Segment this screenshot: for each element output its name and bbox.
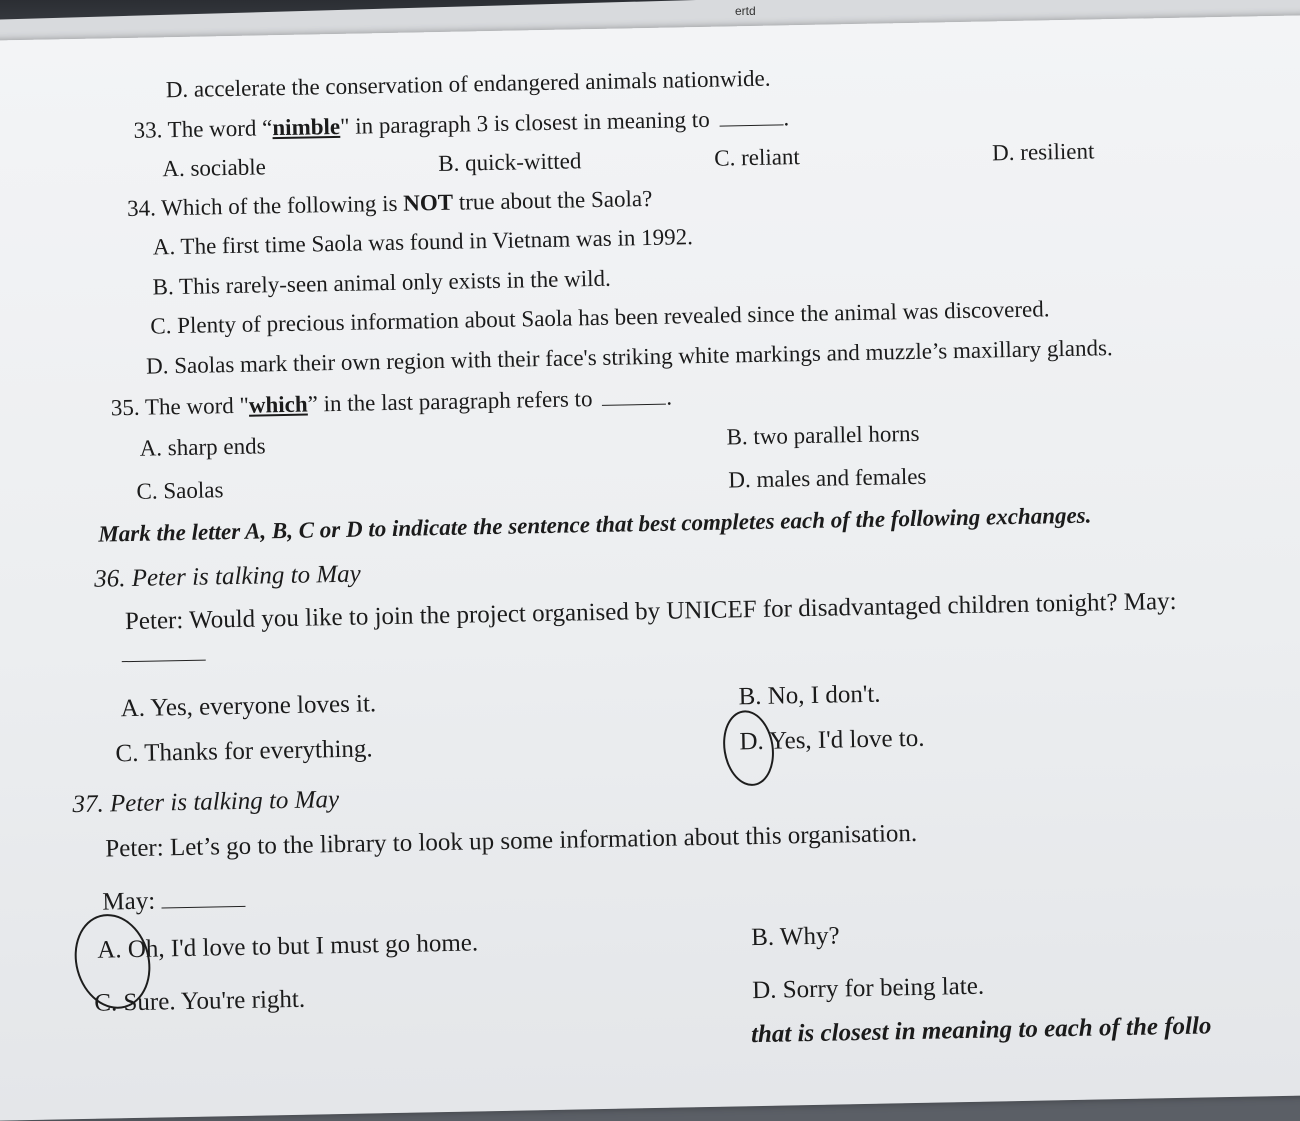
q37-may-label: May: (102, 887, 156, 916)
q34-prefix: 34. Which of the following is (126, 190, 404, 221)
q37-option-d: D. Sorry for being late. (751, 972, 985, 1005)
q35-option-a: A. sharp ends (139, 433, 266, 461)
q36-option-d: D. Yes, I'd love to. (739, 724, 925, 756)
q35-suffix: ” in the last paragraph refers to (307, 386, 593, 417)
q34-suffix: true about the Saola? (452, 185, 653, 215)
q36-option-c: C. Thanks for everything. (115, 735, 373, 768)
q35-option-c: C. Saolas (136, 477, 224, 504)
q35-option-d: D. males and females (728, 463, 927, 493)
q34-question (127, 186, 653, 222)
q34-option-d: D. Saolas mark their own region with their face's striking white markings and muzzle’s maxillary glands. (145, 335, 1113, 379)
q33-prefix: 33. The word “ (133, 115, 273, 143)
q37-may-line (102, 886, 246, 917)
q37-option-a: A. Oh, I'd love to but I must go home. (97, 929, 479, 964)
q33-option-a: A. sociable (162, 154, 267, 182)
worksheet-page (0, 15, 1300, 1121)
q35-word: which (248, 391, 308, 418)
q34-emph: NOT (402, 189, 454, 216)
q37-dialogue: Peter: Let’s go to the library to look up some information about this organisation. (105, 819, 918, 863)
q33-question (133, 105, 789, 144)
q35-prefix: 35. The word " (110, 392, 250, 421)
section-instruction: Mark the letter A, B, C or D to indicate the sentence that best completes each of the following exchanges. (98, 502, 1092, 547)
page-fragment: ertd (735, 4, 756, 18)
q37-blank (161, 888, 245, 909)
q35-end: . (665, 384, 673, 410)
q36-dialogue: Peter: Would you like to join the project organised by UNICEF for disadvantaged children tonight? May: (124, 587, 1177, 636)
q33-suffix: " in paragraph 3 is closest in meaning to (339, 106, 710, 139)
q33-option-c: C. reliant (713, 144, 801, 171)
q37-option-b: B. Why? (750, 922, 840, 952)
q33-word: nimble (272, 113, 341, 141)
q36-option-b: B. No, I don't. (738, 680, 881, 711)
q33-option-b: B. quick-witted (438, 148, 582, 177)
q35-blank (602, 386, 666, 406)
q36-circled-answer-mark (718, 707, 779, 790)
q35-question (111, 385, 673, 422)
q32-option-d: D. accelerate the conservation of endangered animals nationwide. (165, 65, 771, 103)
q34-option-c: C. Plenty of precious information about Saola has been revealed since the animal was discovered. (150, 296, 1050, 339)
next-instruction-fragment: that is closest in meaning to each of the follo (750, 1012, 1212, 1049)
q33-option-d: D. resilient (991, 138, 1095, 166)
q36-answer-blank (121, 641, 205, 669)
q34-option-b: B. This rarely-seen animal only exists in the wild. (152, 265, 611, 300)
q33-blank (719, 106, 783, 126)
q37-title: 37. Peter is talking to May (72, 786, 340, 819)
q35-option-b: B. two parallel horns (726, 420, 920, 450)
q36-title: 36. Peter is talking to May (93, 560, 362, 593)
q34-option-a: A. The first time Saola was found in Vietnam was in 1992. (152, 224, 694, 260)
q33-end: . (783, 105, 790, 131)
q36-option-a: A. Yes, everyone loves it. (120, 690, 377, 723)
q37-option-c: C. Sure. You're right. (94, 985, 306, 1017)
